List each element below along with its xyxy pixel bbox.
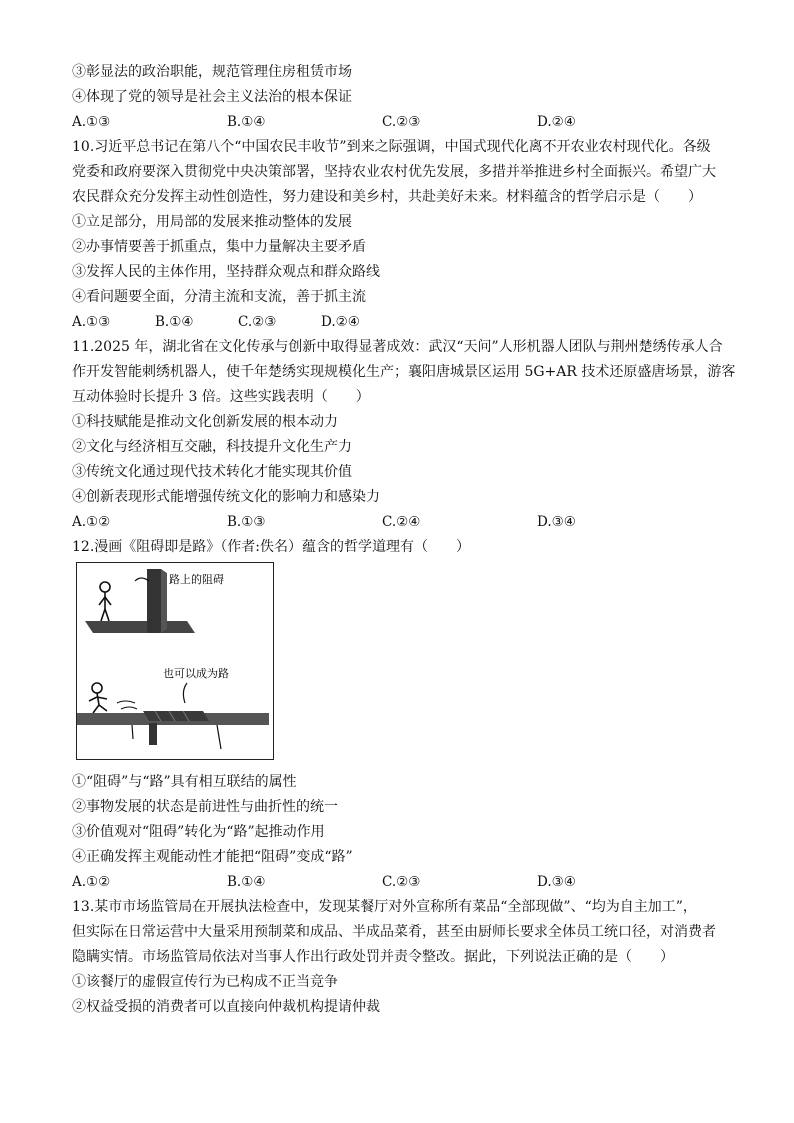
q11-item-4: ④创新表现形式能增强传统文化的影响力和感染力 — [72, 489, 380, 505]
q10-stem-line-2: 党委和政府要深入贯彻党中央决策部署，坚持农业农村优先发展，多措并举推进乡村全面振兴。希望广大 — [72, 164, 716, 180]
q11-option-b[interactable]: B.①③ — [227, 514, 266, 530]
q10-option-b[interactable]: B.①④ — [155, 314, 194, 330]
cartoon-drawing — [77, 563, 272, 758]
q12-item-2: ②事物发展的状态是前进性与曲折性的统一 — [72, 799, 338, 815]
q11-stem-line-2: 作开发智能刺绣机器人，使千年楚绣实现规模化生产；襄阳唐城景区运用 5G+AR 技术还原盛唐场景，游客 — [72, 364, 736, 380]
q11-options — [72, 510, 722, 535]
q10-item-4: ④看问题要全面，分清主流和支流，善于抓主流 — [72, 289, 366, 305]
q12-option-b[interactable]: B.①④ — [227, 874, 266, 890]
fallen-wall-bridge — [143, 711, 209, 721]
cartoon-top-label: 路上的阻碍 — [169, 573, 224, 586]
stick-figure-head — [100, 582, 110, 592]
q9-item-4: ④体现了党的领导是社会主义法治的根本保证 — [72, 89, 352, 105]
running-figure-head — [92, 683, 102, 693]
q11-stem-line-1: 11.2025 年，湖北省在文化传承与创新中取得显著成效：武汉“天问”人形机器人团队与荆州楚绣传承人合 — [72, 339, 723, 355]
q10-option-a[interactable]: A.①③ — [72, 314, 111, 330]
cartoon-figure — [76, 562, 274, 760]
q10-item-2: ②办事情要善于抓重点，集中力量解决主要矛盾 — [72, 239, 366, 255]
q10-options — [72, 310, 722, 335]
q9-option-a[interactable]: A.①③ — [72, 114, 111, 130]
cartoon-bottom-label: 也可以成为路 — [163, 667, 229, 680]
q9-option-b[interactable]: B.①④ — [227, 114, 266, 130]
q11-item-1: ①科技赋能是推动文化创新发展的根本动力 — [72, 414, 338, 430]
q13-stem-line-1: 13.某市市场监管局在开展执法检查中，发现某餐厅对外宣称所有菜品“全部现做”、“均为自主加工”， — [72, 899, 697, 915]
q12-item-1: ①“阻碍”与“路”具有相互联结的属性 — [72, 774, 297, 790]
q12-option-d[interactable]: D.③④ — [537, 874, 576, 890]
q12-option-c[interactable]: C.②③ — [382, 874, 421, 890]
q11-option-c[interactable]: C.②④ — [382, 514, 421, 530]
q11-option-d[interactable]: D.③④ — [537, 514, 576, 530]
q10-option-c[interactable]: C.②③ — [238, 314, 277, 330]
q9-option-d[interactable]: D.②④ — [537, 114, 576, 130]
top-floor — [85, 621, 195, 633]
q12-item-3: ③价值观对“阻碍”转化为“路”起推动作用 — [72, 824, 325, 840]
q10-item-3: ③发挥人民的主体作用，坚持群众观点和群众路线 — [72, 264, 380, 280]
q12-option-a[interactable]: A.①② — [72, 874, 111, 890]
q13-item-1: ①该餐厅的虚假宣传行为已构成不正当竞争 — [72, 974, 338, 990]
q13-stem-line-2: 但实际在日常运营中大量采用预制菜和成品、半成品菜肴，甚至由厨师长要求全体员工统口径，对消费者 — [72, 924, 716, 940]
q9-option-c[interactable]: C.②③ — [382, 114, 421, 130]
q12-item-4: ④正确发挥主观能动性才能把“阻碍”变成“路” — [72, 849, 353, 865]
q11-item-3: ③传统文化通过现代技术转化才能实现其价值 — [72, 464, 352, 480]
q10-option-d[interactable]: D.②④ — [321, 314, 360, 330]
q9-options — [72, 110, 722, 135]
q11-option-a[interactable]: A.①② — [72, 514, 111, 530]
q10-stem-line-1: 10.习近平总书记在第八个“中国农民丰收节”到来之际强调，中国式现代化离不开农业农村现代化。各级 — [72, 139, 711, 155]
q12-stem: 12.漫画《阻碍即是路》（作者:佚名）蕴含的哲学道理有（ ） — [72, 539, 470, 555]
exam-page — [72, 60, 736, 1020]
q10-item-1: ①立足部分，用局部的发展来推动整体的发展 — [72, 214, 352, 230]
wall-side — [161, 569, 167, 633]
q12-options — [72, 870, 722, 895]
q13-item-2: ②权益受损的消费者可以直接向仲裁机构提请仲裁 — [72, 999, 380, 1015]
q11-stem-line-3: 互动体验时长提升 3 倍。这些实践表明（ ） — [72, 389, 370, 405]
q13-stem-line-3: 隐瞒实情。市场监管局依法对当事人作出行政处罚并责令整改。据此，下列说法正确的是（ ） — [72, 949, 674, 965]
q11-item-2: ②文化与经济相互交融，科技提升文化生产力 — [72, 439, 352, 455]
q9-item-3: ③彰显法的政治职能，规范管理住房租赁市场 — [72, 64, 352, 80]
q10-stem-line-3: 农民群众充分发挥主动性创造性，努力建设和美乡村，共赴美好未来。材料蕴含的哲学启示是（ ） — [72, 189, 702, 205]
wall-obstacle — [147, 569, 161, 633]
